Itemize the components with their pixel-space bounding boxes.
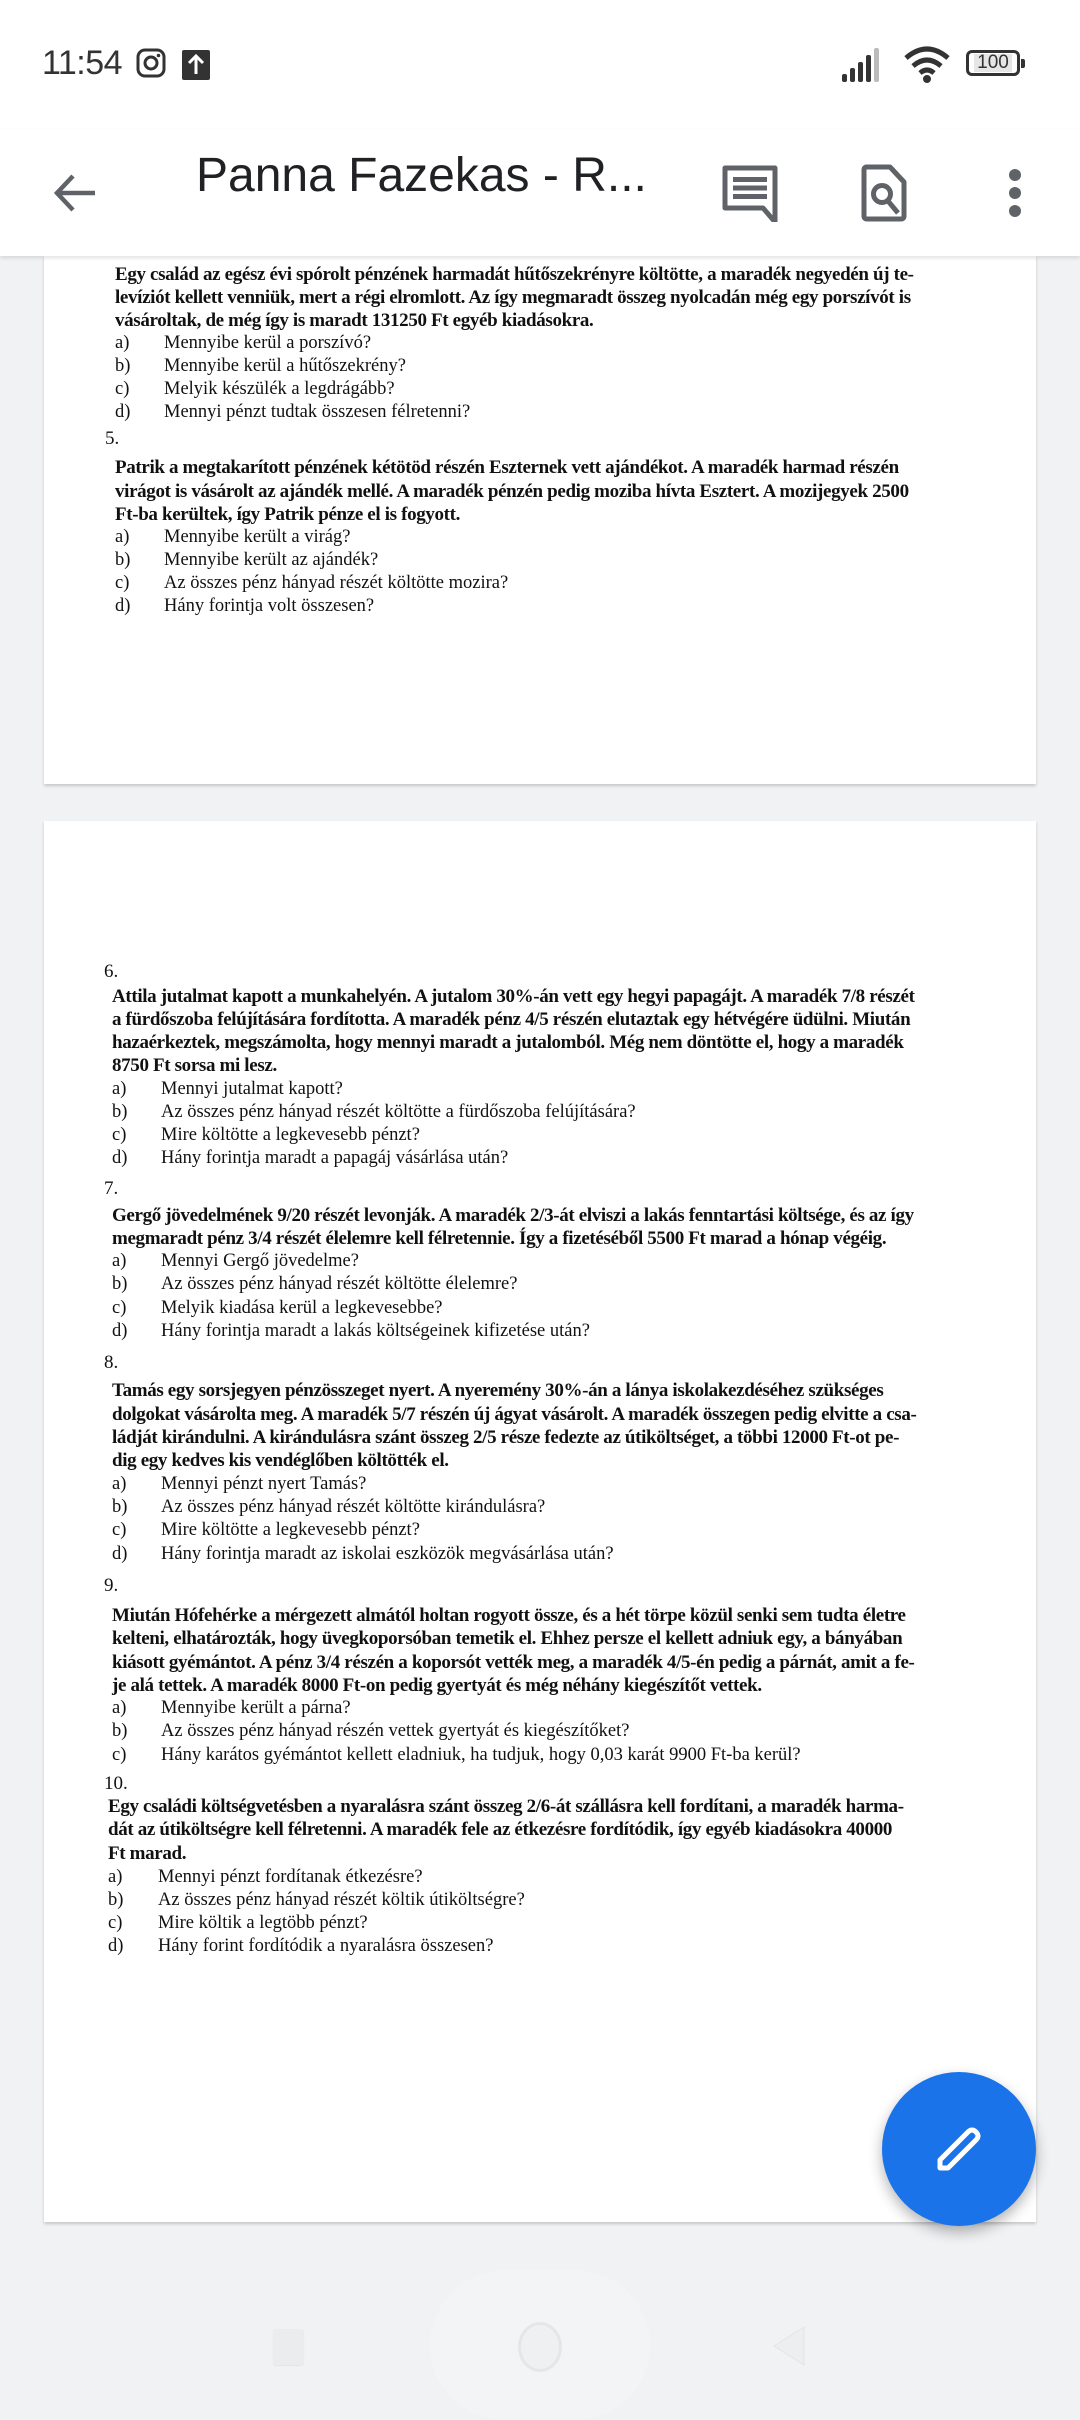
question-label: b) (112, 1497, 128, 1517)
question-text: Az összes pénz hányad részén vettek gyertyát és kiegészítőket? (161, 1721, 630, 1741)
question-label: b) (108, 1890, 124, 1910)
question-text: Mire költötte a legkevesebb pénzt? (161, 1520, 420, 1540)
question-text: Mennyibe kerül a hűtőszekrény? (164, 356, 406, 376)
problem-text-line: Ft marad. (108, 1843, 187, 1864)
problem-text-line: vásároltak, de még így is maradt 131250 Ft egyéb kiadásokra. (115, 310, 594, 331)
question-label: c) (112, 1520, 127, 1540)
question-text: Mennyi pénzt nyert Tamás? (161, 1474, 367, 1494)
battery-icon (966, 50, 1020, 76)
question-label: d) (112, 1544, 128, 1564)
question-label: a) (108, 1867, 123, 1887)
problem-number: 5. (105, 428, 120, 449)
question-text: Mire költik a legtöbb pénzt? (158, 1913, 368, 1933)
question-text: Melyik készülék a legdrágább? (164, 379, 395, 399)
question-text: Mennyi pénzt tudtak összesen félretenni? (164, 402, 471, 422)
question-text: Az összes pénz hányad részét költötte élelemre? (161, 1274, 518, 1294)
problem-text-line: kiásott gyémántot. A pénz 3/4 részén a koporsót vették meg, a maradék 4/5-én pedig a párnát, amit a fe- (112, 1652, 915, 1673)
question-label: c) (108, 1913, 123, 1933)
question-text: Melyik kiadása kerül a legkevesebbe? (161, 1298, 443, 1318)
edit-fab-button[interactable] (882, 2072, 1036, 2226)
document-title: Panna Fazekas - R... (196, 149, 647, 202)
problem-text-line: dát az útiköltségre kell félretenni. A maradék fele az étkezésre fordítódik, így egyéb kiadásokra 40000 (108, 1819, 893, 1840)
question-label: a) (112, 1474, 127, 1494)
find-in-document-button[interactable] (846, 150, 922, 236)
problem-text-line: Patrik a megtakarított pénzének kétötöd részén Eszternek vett ajándékot. A maradék harmad részén (115, 457, 899, 478)
question-label: b) (112, 1274, 128, 1294)
comments-icon (721, 164, 779, 222)
question-text: Hány forint fordítódik a nyaralásra összesen? (158, 1936, 494, 1956)
question-text: Hány karátos gyémántot kellett eladniuk, ha tudjuk, hogy 0,03 karát 9900 Ft-ba kerül? (161, 1745, 801, 1765)
problem-text-line: kelteni, elhatározták, hogy üvegkoporsóban temetik el. Ehhez persze el kellett adniuk egy, a bányában (112, 1628, 903, 1649)
question-label: a) (112, 1251, 127, 1271)
problem-text-line: a fürdőszoba felújítására fordította. A maradék pénz 4/5 részén elutaztak egy hétvégére üdülni. Miután (112, 1009, 911, 1030)
problem-number: 6. (104, 961, 119, 982)
question-text: Mennyibe kerül a porszívó? (164, 333, 372, 353)
back-triangle-icon[interactable] (772, 2325, 806, 2367)
question-text: Mennyi pénzt fordítanak étkezésre? (158, 1867, 423, 1887)
problem-number: 8. (104, 1352, 119, 1373)
comments-button[interactable] (712, 150, 788, 236)
recents-square-icon[interactable] (273, 2329, 304, 2365)
problem-number: 9. (104, 1575, 119, 1596)
question-text: Az összes pénz hányad részét költötte a fürdőszoba felújítására? (161, 1102, 636, 1122)
question-label: d) (115, 596, 131, 616)
home-circle-icon[interactable] (518, 2322, 562, 2372)
problem-text-line: levíziót kellett venniük, mert a régi elromlott. Az így megmaradt összeg nyolcadán még egy porszívót is (115, 287, 911, 308)
question-text: Hány forintja volt összesen? (164, 596, 375, 616)
question-label: b) (115, 550, 131, 570)
question-text: Mennyi Gergő jövedelme? (161, 1251, 359, 1271)
problem-text-line: Ft-ba kerültek, így Patrik pénze el is fogyott. (115, 504, 461, 525)
question-label: c) (112, 1298, 127, 1318)
problem-text-line: Tamás egy sorsjegyen pénzösszeget nyert. A nyeremény 30%-án a lánya iskolakezdéséhez szükséges (112, 1380, 884, 1401)
signal-icon (842, 48, 884, 82)
problem-text-line: hazaérkeztek, megszámolta, hogy mennyi maradt a jutalomból. Még nem döntötte el, hogy a maradék (112, 1032, 904, 1053)
edit-pencil-icon (932, 2122, 986, 2176)
status-time: 11:54 (42, 44, 123, 82)
question-label: d) (112, 1321, 128, 1341)
app-bar (0, 130, 1080, 256)
problem-number: 7. (104, 1178, 119, 1199)
question-label: b) (112, 1102, 128, 1122)
status-bar (0, 0, 1080, 130)
back-button[interactable] (40, 160, 110, 226)
question-label: d) (108, 1936, 124, 1956)
question-text: Az összes pénz hányad részét költötte kirándulásra? (161, 1497, 546, 1517)
question-text: Az összes pénz hányad részét költötte mozira? (164, 573, 509, 593)
problem-text-line: Miután Hófehérke a mérgezett almától holtan rogyott össze, és a hét törpe közül senki sem tudta életre (112, 1605, 906, 1626)
question-label: d) (112, 1148, 128, 1168)
question-text: Mennyibe került a párna? (161, 1698, 351, 1718)
instagram-icon (136, 48, 166, 78)
back-arrow-icon (51, 169, 99, 217)
wifi-icon (904, 46, 950, 84)
more-vert-icon (1008, 168, 1022, 218)
question-text: Mennyi jutalmat kapott? (161, 1079, 343, 1099)
problem-text-line: Egy család az egész évi spórolt pénzének harmadát hűtőszekrényre költötte, a maradék negyedén új te- (115, 264, 914, 285)
question-text: Az összes pénz hányad részét költik útiköltségre? (158, 1890, 525, 1910)
find-in-document-icon (860, 164, 908, 222)
question-text: Hány forintja maradt az iskolai eszközök megvásárlása után? (161, 1544, 614, 1564)
problem-text-line: ládját kirándulni. A kirándulásra szánt összeg 2/5 része fedezte az útiköltséget, a többi 12000 Ft-ot pe- (112, 1427, 900, 1448)
question-text: Hány forintja maradt a lakás költségeinek kifizetése után? (161, 1321, 590, 1341)
question-text: Hány forintja maradt a papagáj vásárlása után? (161, 1148, 509, 1168)
question-label: b) (115, 356, 131, 376)
question-text: Mennyibe került a virág? (164, 527, 351, 547)
problem-text-line: Attila jutalmat kapott a munkahelyén. A jutalom 30%-án vett egy hegyi papagájt. A maradék 7/8 részét (112, 986, 915, 1007)
problem-text-line: dolgokat vásárolta meg. A maradék 5/7 részén új ágyat vásárolt. A maradék összegen pedig elvitte a csa- (112, 1404, 917, 1425)
question-label: c) (115, 573, 130, 593)
upload-icon (182, 50, 210, 80)
question-label: a) (115, 333, 130, 353)
more-options-button[interactable] (990, 152, 1040, 234)
problem-text-line: virágot is vásárolt az ajándék mellé. A maradék pénzén pedig moziba hívta Esztert. A mozijegyek 2500 (115, 481, 909, 502)
question-label: a) (112, 1079, 127, 1099)
system-nav-bar (0, 2240, 1080, 2400)
problem-text-line: je alá tettek. A maradék 8000 Ft-on pedig gyertyát és még néhány kiegészítőt vettek. (112, 1675, 762, 1696)
problem-text-line: megmaradt pénz 3/4 részét élelemre kell félretennie. Így a fizetéséből 5500 Ft marad a hónap végéig. (112, 1228, 887, 1249)
problem-text-line: Egy családi költségvetésben a nyaralásra szánt összeg 2/6-át szállásra kell fordítani, a maradék harma- (108, 1796, 904, 1817)
question-label: a) (115, 527, 130, 547)
problem-text-line: 8750 Ft sorsa mi lesz. (112, 1055, 277, 1076)
problem-number: 10. (104, 1773, 128, 1794)
problem-text-line: dig egy kedves kis vendéglőben költötték el. (112, 1450, 449, 1471)
question-label: c) (112, 1125, 127, 1145)
problem-text-line: Gergő jövedelmének 9/20 részét levonják. A maradék 2/3-át elviszi a lakás fenntartási költsége, és az így (112, 1205, 914, 1226)
question-label: c) (115, 379, 130, 399)
question-label: c) (112, 1745, 127, 1765)
question-text: Mennyibe került az ajándék? (164, 550, 379, 570)
question-label: b) (112, 1721, 128, 1741)
battery-level: 100 (974, 54, 1012, 72)
question-text: Mire költötte a legkevesebb pénzt? (161, 1125, 420, 1145)
question-label: d) (115, 402, 131, 422)
question-label: a) (112, 1698, 127, 1718)
